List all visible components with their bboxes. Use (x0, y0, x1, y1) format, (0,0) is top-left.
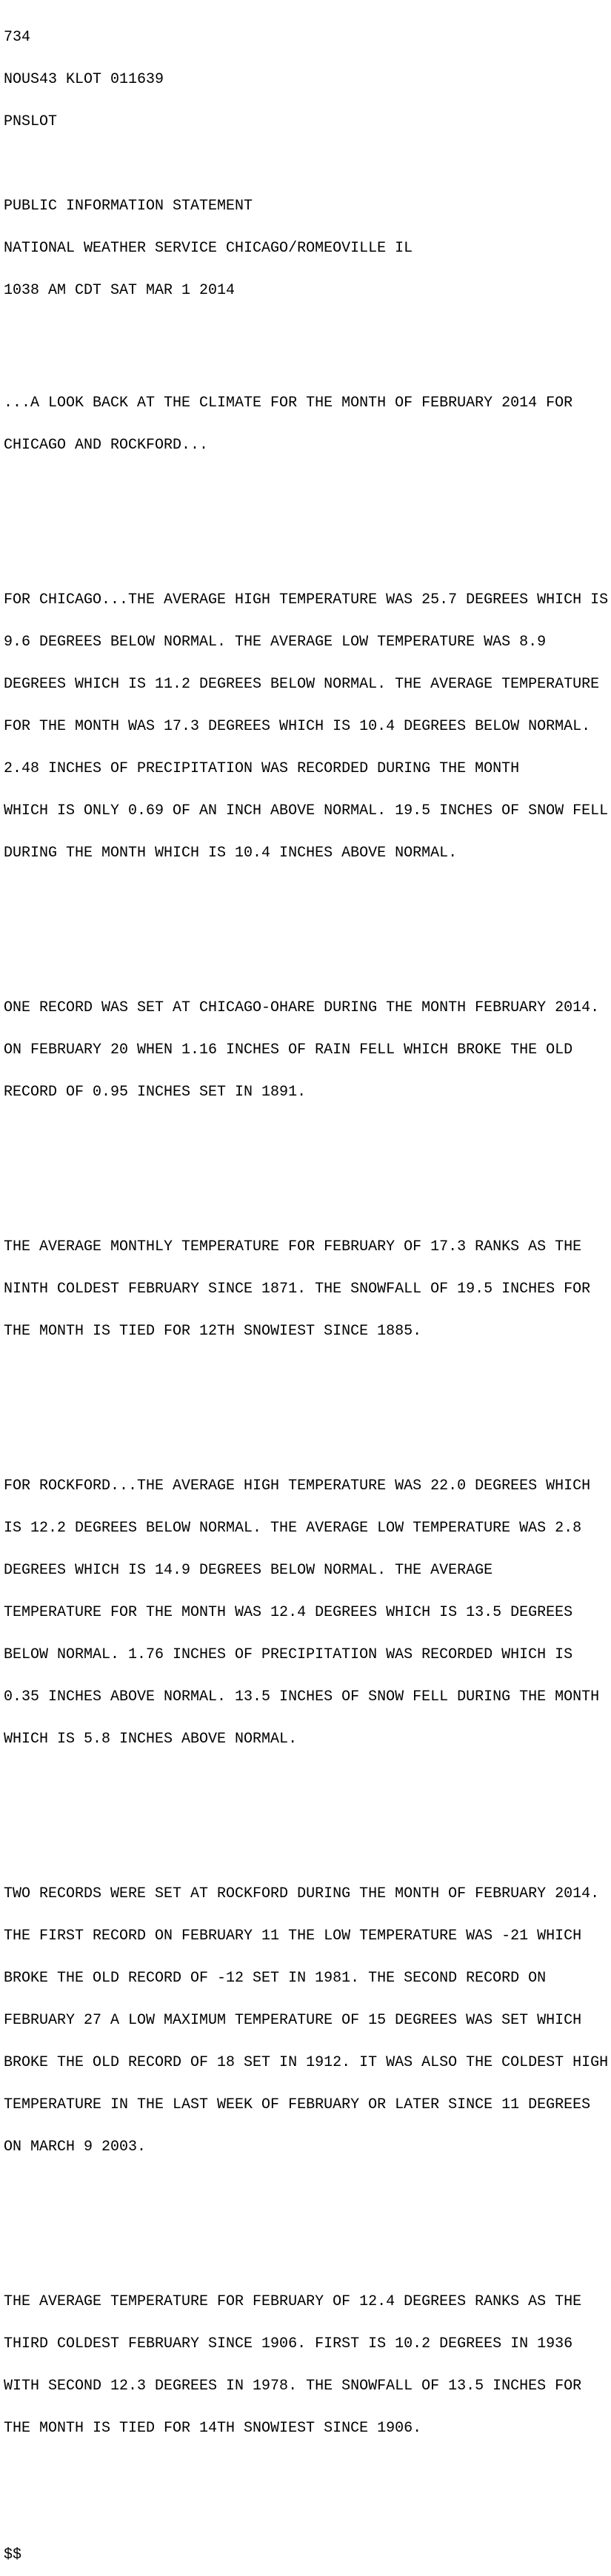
text-line: THIRD COLDEST FEBRUARY SINCE 1906. FIRST IS 10.2 DEGREES IN 1936 (4, 2335, 573, 2352)
text-line: 9.6 DEGREES BELOW NORMAL. THE AVERAGE LOW TEMPERATURE WAS 8.9 (4, 634, 547, 651)
text-line: WITH SECOND 12.3 DEGREES IN 1978. THE SNOWFALL OF 13.5 INCHES FOR (4, 2378, 582, 2395)
text-line: BELOW NORMAL. 1.76 INCHES OF PRECIPITATION WAS RECORDED WHICH IS (4, 1646, 573, 1663)
issuing-office: NATIONAL WEATHER SERVICE CHICAGO/ROMEOVILLE IL (4, 240, 413, 257)
text-line: RECORD OF 0.95 INCHES SET IN 1891. (4, 1084, 307, 1101)
blank-line (4, 916, 608, 930)
paragraph-chicago-rankings (4, 1212, 608, 1366)
text-line: IS 12.2 DEGREES BELOW NORMAL. THE AVERAGE LOW TEMPERATURE WAS 2.8 (4, 1520, 582, 1537)
text-line: TEMPERATURE FOR THE MONTH WAS 12.4 DEGREES WHICH IS 13.5 DEGREES (4, 1604, 573, 1621)
blank-line (4, 326, 608, 340)
text-line: THE AVERAGE MONTHLY TEMPERATURE FOR FEBRUARY OF 17.3 RANKS AS THE (4, 1238, 582, 1255)
text-line: BROKE THE OLD RECORD OF 18 SET IN 1912. IT WAS ALSO THE COLDEST HIGH (4, 2054, 609, 2071)
blank-line (4, 1802, 608, 1817)
blank-line (4, 2210, 608, 2224)
blank-line (4, 2492, 608, 2506)
text-line: FEBRUARY 27 A LOW MAXIMUM TEMPERATURE OF 15 DEGREES WAS SET WHICH (4, 2012, 582, 2029)
blank-line (4, 157, 608, 171)
issue-time: 1038 AM CDT SAT MAR 1 2014 (4, 282, 236, 299)
text-line: THE FIRST RECORD ON FEBRUARY 11 THE LOW TEMPERATURE WAS -21 WHICH (4, 1928, 582, 1945)
statement-title: PUBLIC INFORMATION STATEMENT (4, 198, 253, 215)
awips-id: PNSLOT (4, 113, 58, 130)
sequence-number: 734 (4, 29, 31, 46)
paragraph-rockford-rankings (4, 2267, 608, 2463)
text-line: THE MONTH IS TIED FOR 12TH SNOWIEST SINCE 1885. (4, 1323, 422, 1340)
text-line: ON MARCH 9 2003. (4, 2139, 147, 2156)
paragraph-chicago-records (4, 973, 608, 1127)
text-line: BROKE THE OLD RECORD OF -12 SET IN 1981. THE SECOND RECORD ON (4, 1970, 547, 1987)
text-line: DURING THE MONTH WHICH IS 10.4 INCHES ABOVE NORMAL. (4, 845, 458, 862)
text-line: WHICH IS 5.8 INCHES ABOVE NORMAL. (4, 1731, 298, 1748)
blank-line (4, 1395, 608, 1409)
paragraph-rockford-records (4, 1859, 608, 2182)
text-line: FOR THE MONTH WAS 17.3 DEGREES WHICH IS 10.4 DEGREES BELOW NORMAL. (4, 718, 591, 735)
text-line: THE MONTH IS TIED FOR 14TH SNOWIEST SINCE 1906. (4, 2420, 422, 2437)
blank-line (4, 509, 608, 523)
document-body (4, 2, 608, 2576)
text-line: ON FEBRUARY 20 WHEN 1.16 INCHES OF RAIN FELL WHICH BROKE THE OLD (4, 1042, 573, 1059)
text-line: WHICH IS ONLY 0.69 OF AN INCH ABOVE NORMAL. 19.5 INCHES OF SNOW FELL (4, 802, 609, 819)
text-line: NINTH COLDEST FEBRUARY SINCE 1871. THE SNOWFALL OF 19.5 INCHES FOR (4, 1281, 591, 1298)
text-line: DEGREES WHICH IS 11.2 DEGREES BELOW NORMAL. THE AVERAGE TEMPERATURE (4, 676, 600, 693)
text-line: THE AVERAGE TEMPERATURE FOR FEBRUARY OF 12.4 DEGREES RANKS AS THE (4, 2293, 582, 2310)
headline-line: ...A LOOK BACK AT THE CLIMATE FOR THE MONTH OF FEBRUARY 2014 FOR (4, 395, 573, 412)
end-of-product-marker: $$ (4, 2546, 22, 2563)
text-line: 0.35 INCHES ABOVE NORMAL. 13.5 INCHES OF SNOW FELL DURING THE MONTH (4, 1688, 600, 1705)
text-line: DEGREES WHICH IS 14.9 DEGREES BELOW NORMAL. THE AVERAGE (4, 1562, 493, 1579)
text-line: ONE RECORD WAS SET AT CHICAGO-OHARE DURING THE MONTH FEBRUARY 2014. (4, 999, 600, 1016)
blank-line (4, 1155, 608, 1170)
text-line: 2.48 INCHES OF PRECIPITATION WAS RECORDED DURING THE MONTH (4, 760, 520, 777)
headline (4, 368, 608, 480)
text-line: TEMPERATURE IN THE LAST WEEK OF FEBRUARY OR LATER SINCE 11 DEGREES (4, 2096, 591, 2113)
headline-line: CHICAGO AND ROCKFORD... (4, 437, 209, 454)
text-line: TWO RECORDS WERE SET AT ROCKFORD DURING THE MONTH OF FEBRUARY 2014. (4, 1885, 600, 1902)
text-line: FOR ROCKFORD...THE AVERAGE HIGH TEMPERATURE WAS 22.0 DEGREES WHICH (4, 1477, 591, 1495)
text-line: FOR CHICAGO...THE AVERAGE HIGH TEMPERATURE WAS 25.7 DEGREES WHICH IS (4, 591, 609, 608)
wmo-header: NOUS43 KLOT 011639 (4, 71, 164, 88)
paragraph-rockford-summary (4, 1451, 608, 1774)
paragraph-chicago-summary (4, 565, 608, 888)
